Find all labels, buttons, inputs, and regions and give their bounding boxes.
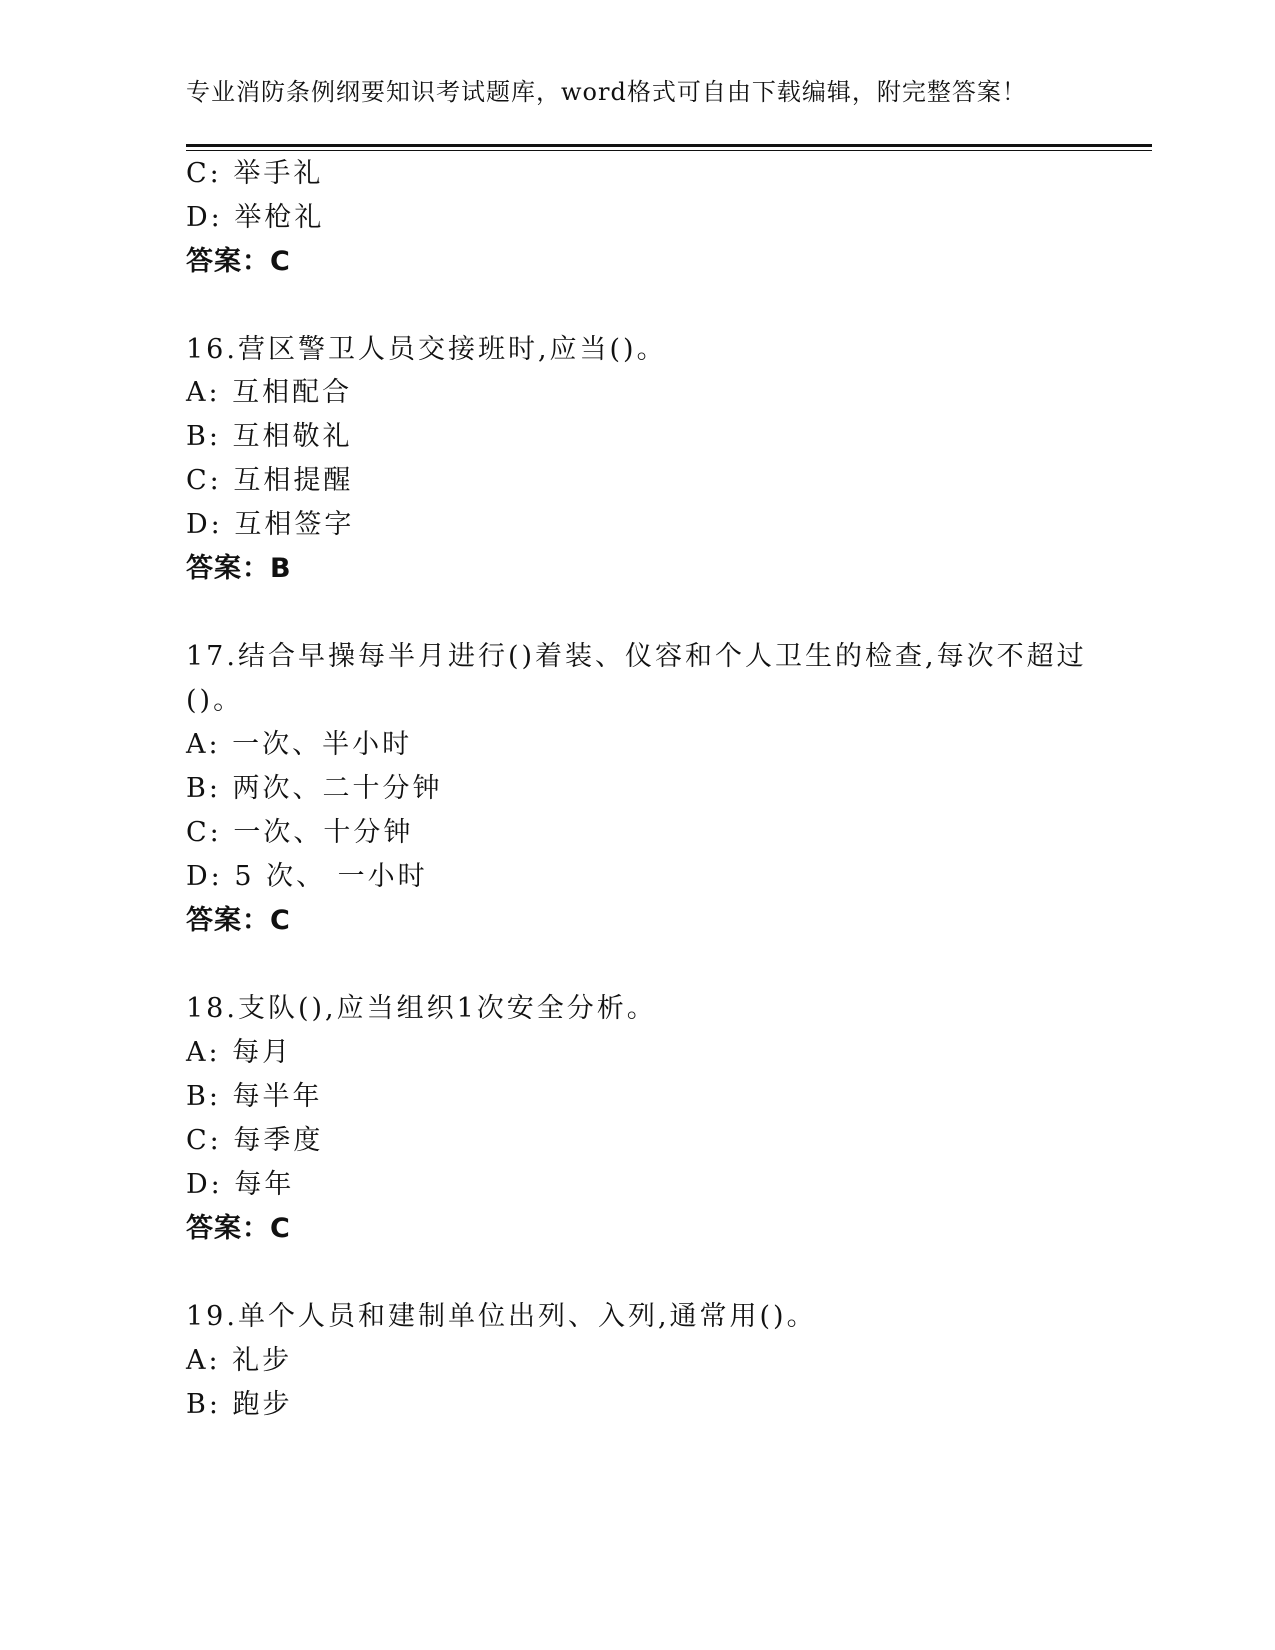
option-a: A: 互相配合 [186,377,353,408]
option-c: C: 互相提醒 [186,465,354,496]
page-header: 专业消防条例纲要知识考试题库，word格式可自由下载编辑，附完整答案！ [186,78,1027,106]
question-17-stem-cont: ()。 [186,685,244,716]
option-d: D: 互相签字 [186,509,355,540]
question-16-stem: 16.营区警卫人员交接班时,应当()。 [186,334,667,365]
option-b: B: 互相敬礼 [186,421,353,452]
answer-line: 答案：C [186,905,291,936]
question-17-stem: 17.结合早操每半月进行()着装、仪容和个人卫生的检查,每次不超过 [186,641,1087,672]
answer-line: 答案：B [186,553,292,584]
header-divider [186,144,1152,151]
answer-line: 答案：C [186,246,291,277]
question-18-stem: 18.支队(),应当组织1次安全分析。 [186,993,657,1024]
option-a: A: 礼步 [186,1345,293,1376]
option-d: D: 每年 [186,1169,295,1200]
option-c: C: 举手礼 [186,158,324,189]
option-b: B: 每半年 [186,1081,323,1112]
option-a: A: 一次、半小时 [186,729,413,760]
answer-line: 答案：C [186,1213,291,1244]
option-c: C: 每季度 [186,1125,324,1156]
option-d: D: 举枪礼 [186,202,325,233]
option-b: B: 两次、二十分钟 [186,773,443,804]
question-19-stem: 19.单个人员和建制单位出列、入列,通常用()。 [186,1301,817,1332]
option-b: B: 跑步 [186,1389,293,1420]
option-d: D: 5 次、 一小时 [186,861,428,892]
option-a: A: 每月 [186,1037,293,1068]
option-c: C: 一次、十分钟 [186,817,414,848]
